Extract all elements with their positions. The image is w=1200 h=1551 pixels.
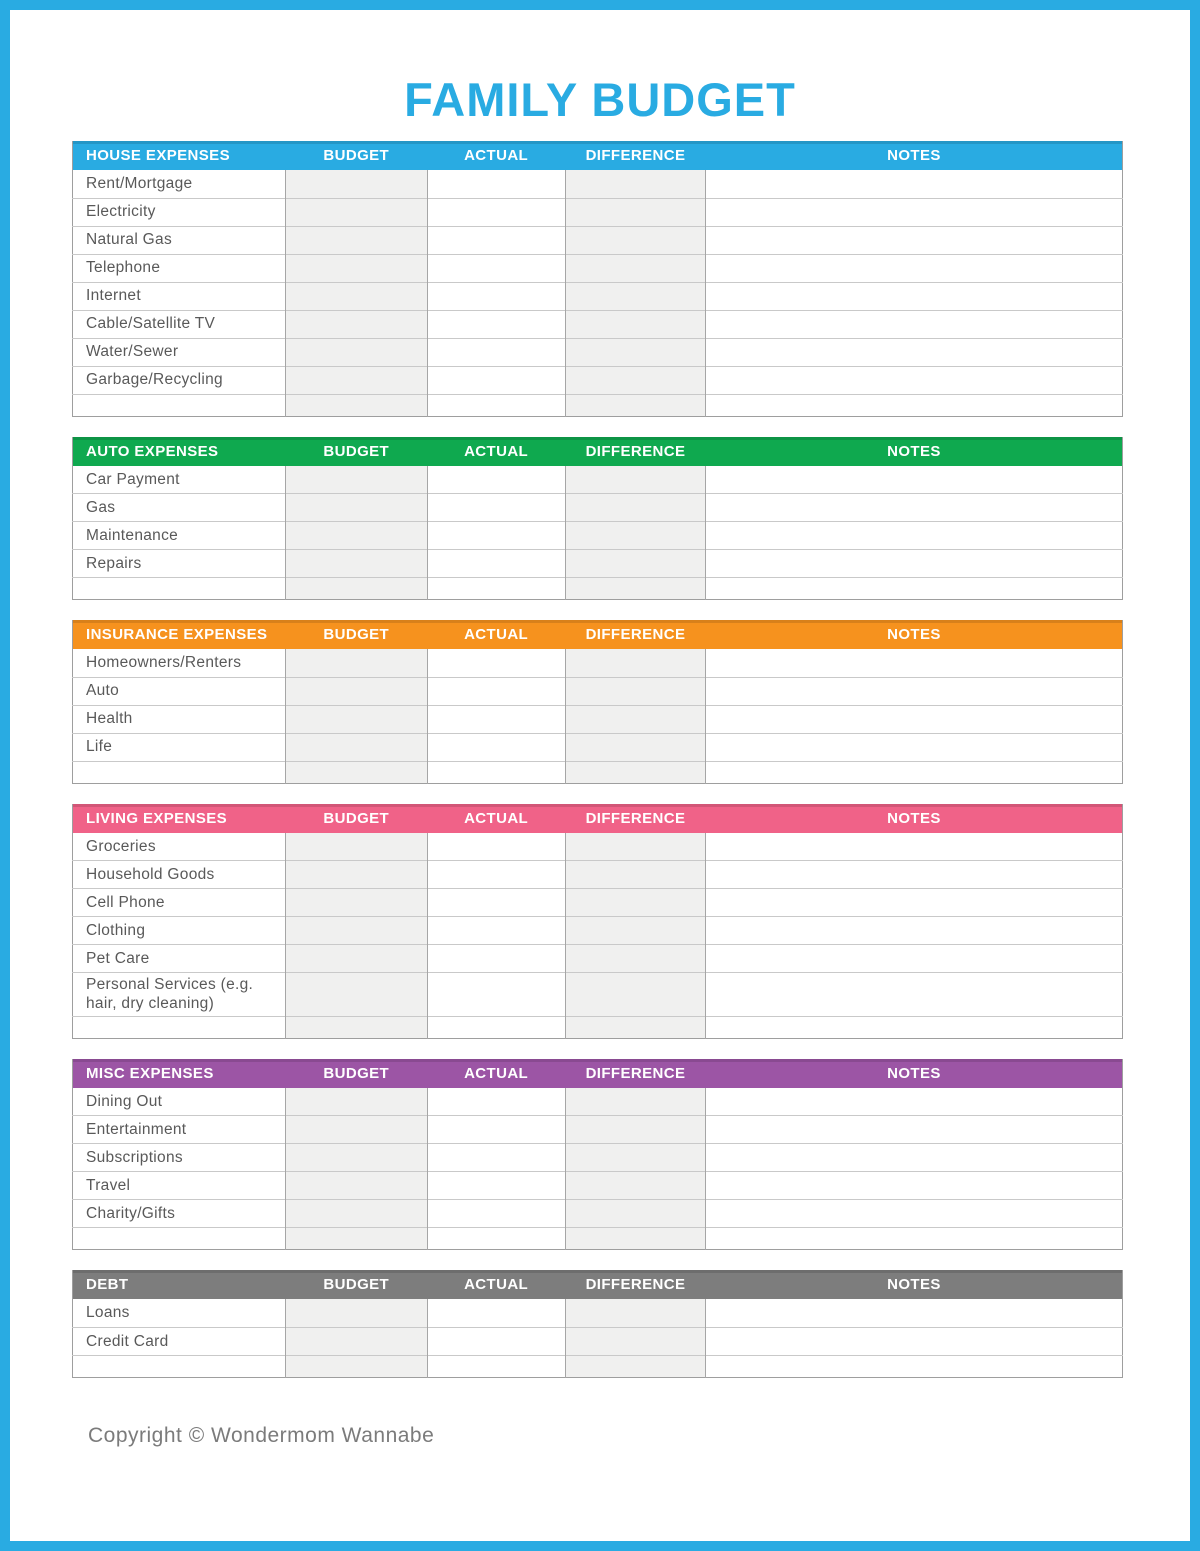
notes-cell bbox=[706, 1200, 1123, 1228]
budget-cell bbox=[285, 198, 427, 226]
column-header-difference: DIFFERENCE bbox=[565, 620, 706, 649]
budget-cell bbox=[285, 226, 427, 254]
section-header-row bbox=[73, 620, 1123, 649]
expense-label bbox=[73, 578, 286, 600]
difference-cell bbox=[565, 254, 706, 282]
expense-table bbox=[72, 804, 1123, 1039]
section-title: LIVING EXPENSES bbox=[73, 804, 286, 833]
section-title: DEBT bbox=[73, 1270, 286, 1299]
expense-label: Garbage/Recycling bbox=[73, 366, 286, 394]
notes-cell bbox=[706, 889, 1123, 917]
actual-cell bbox=[427, 1016, 565, 1038]
difference-cell bbox=[565, 338, 706, 366]
expense-label bbox=[73, 1228, 286, 1250]
section-header-row bbox=[73, 1059, 1123, 1088]
budget-cell bbox=[285, 1299, 427, 1327]
notes-cell bbox=[706, 1016, 1123, 1038]
sections-container bbox=[72, 141, 1123, 1378]
expense-label: Homeowners/Renters bbox=[86, 654, 242, 672]
notes-cell bbox=[706, 170, 1123, 198]
budget-cell bbox=[285, 578, 427, 600]
page-title: FAMILY BUDGET bbox=[404, 73, 796, 126]
column-header-notes: NOTES bbox=[706, 620, 1123, 649]
expense-table bbox=[72, 141, 1123, 417]
column-header-difference: DIFFERENCE bbox=[565, 804, 706, 833]
actual-cell bbox=[427, 1355, 565, 1377]
notes-cell bbox=[706, 494, 1123, 522]
difference-cell bbox=[565, 366, 706, 394]
expense-label: Water/Sewer bbox=[73, 338, 286, 366]
notes-cell bbox=[706, 945, 1123, 973]
budget-cell bbox=[285, 338, 427, 366]
actual-cell bbox=[427, 1228, 565, 1250]
expense-row bbox=[73, 466, 1123, 494]
expense-label bbox=[73, 761, 286, 783]
notes-cell bbox=[706, 310, 1123, 338]
expense-label: Repairs bbox=[73, 550, 286, 578]
budget-cell bbox=[285, 1200, 427, 1228]
difference-cell bbox=[565, 226, 706, 254]
expense-row bbox=[73, 522, 1123, 550]
section-debt bbox=[72, 1270, 1123, 1378]
difference-cell bbox=[565, 1088, 706, 1116]
notes-cell bbox=[706, 705, 1123, 733]
expense-label: Subscriptions bbox=[73, 1144, 286, 1172]
empty-row bbox=[73, 1016, 1123, 1038]
difference-cell bbox=[565, 1228, 706, 1250]
expense-label: Telephone bbox=[73, 254, 286, 282]
expense-label bbox=[73, 1355, 286, 1377]
expense-table bbox=[72, 1059, 1123, 1251]
expense-row bbox=[73, 310, 1123, 338]
expense-label bbox=[73, 394, 286, 416]
column-header-actual: ACTUAL bbox=[427, 141, 565, 170]
column-header-budget: BUDGET bbox=[285, 804, 427, 833]
empty-row bbox=[73, 1228, 1123, 1250]
difference-cell bbox=[565, 1355, 706, 1377]
column-header-actual: ACTUAL bbox=[427, 620, 565, 649]
expense-row bbox=[73, 973, 1123, 1017]
expense-label: Groceries bbox=[86, 837, 156, 855]
copyright-text: Copyright © Wondermom Wannabe bbox=[88, 1423, 435, 1447]
expense-row bbox=[73, 170, 1123, 198]
budget-cell bbox=[285, 1016, 427, 1038]
difference-cell bbox=[565, 394, 706, 416]
expense-label: Electricity bbox=[73, 198, 286, 226]
difference-cell bbox=[565, 1327, 706, 1355]
actual-cell bbox=[427, 578, 565, 600]
budget-cell bbox=[285, 973, 427, 1017]
expense-label bbox=[73, 1016, 286, 1038]
difference-cell bbox=[565, 1144, 706, 1172]
actual-cell bbox=[427, 1172, 565, 1200]
budget-cell bbox=[285, 254, 427, 282]
expense-row bbox=[73, 1327, 1123, 1355]
budget-cell bbox=[285, 917, 427, 945]
expense-row bbox=[73, 733, 1123, 761]
expense-row bbox=[73, 1299, 1123, 1327]
notes-cell bbox=[706, 1172, 1123, 1200]
expense-label: Cable/Satellite TV bbox=[73, 310, 286, 338]
difference-cell bbox=[565, 1200, 706, 1228]
actual-cell bbox=[427, 973, 565, 1017]
actual-cell bbox=[427, 226, 565, 254]
section-house-expenses bbox=[72, 141, 1123, 417]
notes-cell bbox=[706, 198, 1123, 226]
notes-cell bbox=[706, 733, 1123, 761]
column-header-difference: DIFFERENCE bbox=[565, 141, 706, 170]
budget-cell bbox=[285, 310, 427, 338]
section-header-row bbox=[73, 804, 1123, 833]
column-header-difference: DIFFERENCE bbox=[565, 437, 706, 466]
actual-cell bbox=[427, 677, 565, 705]
expense-row bbox=[73, 1144, 1123, 1172]
expense-label: Rent/Mortgage bbox=[86, 175, 193, 193]
expense-label: Auto bbox=[73, 677, 286, 705]
budget-cell bbox=[285, 1144, 427, 1172]
actual-cell bbox=[427, 494, 565, 522]
difference-cell bbox=[565, 522, 706, 550]
difference-cell bbox=[565, 889, 706, 917]
actual-cell bbox=[427, 466, 565, 494]
difference-cell bbox=[565, 833, 706, 861]
actual-cell bbox=[427, 282, 565, 310]
column-header-actual: ACTUAL bbox=[427, 1059, 565, 1088]
difference-cell bbox=[565, 917, 706, 945]
expense-row bbox=[73, 226, 1123, 254]
notes-cell bbox=[706, 1299, 1123, 1327]
difference-cell bbox=[565, 310, 706, 338]
section-living-expenses bbox=[72, 804, 1123, 1039]
budget-cell bbox=[285, 522, 427, 550]
budget-cell bbox=[285, 833, 427, 861]
expense-label: Natural Gas bbox=[73, 226, 286, 254]
budget-cell bbox=[285, 1327, 427, 1355]
difference-cell bbox=[565, 1172, 706, 1200]
expense-row bbox=[73, 945, 1123, 973]
actual-cell bbox=[427, 254, 565, 282]
column-header-budget: BUDGET bbox=[285, 141, 427, 170]
difference-cell bbox=[565, 861, 706, 889]
actual-cell bbox=[427, 833, 565, 861]
difference-cell bbox=[565, 466, 706, 494]
column-header-notes: NOTES bbox=[706, 1059, 1123, 1088]
notes-cell bbox=[706, 761, 1123, 783]
notes-cell bbox=[706, 522, 1123, 550]
budget-cell bbox=[285, 761, 427, 783]
actual-cell bbox=[427, 861, 565, 889]
empty-row bbox=[73, 578, 1123, 600]
column-header-budget: BUDGET bbox=[285, 1059, 427, 1088]
expense-row bbox=[73, 705, 1123, 733]
expense-row bbox=[73, 338, 1123, 366]
actual-cell bbox=[427, 945, 565, 973]
expense-row bbox=[73, 1172, 1123, 1200]
actual-cell bbox=[427, 310, 565, 338]
expense-label: Loans bbox=[86, 1304, 130, 1322]
empty-row bbox=[73, 1355, 1123, 1377]
expense-row bbox=[73, 1088, 1123, 1116]
expense-label: Internet bbox=[73, 282, 286, 310]
notes-cell bbox=[706, 833, 1123, 861]
expense-row bbox=[73, 494, 1123, 522]
notes-cell bbox=[706, 1144, 1123, 1172]
actual-cell bbox=[427, 1088, 565, 1116]
expense-table bbox=[72, 620, 1123, 784]
section-title: INSURANCE EXPENSES bbox=[73, 620, 286, 649]
actual-cell bbox=[427, 522, 565, 550]
actual-cell bbox=[427, 1327, 565, 1355]
expense-row bbox=[73, 198, 1123, 226]
difference-cell bbox=[565, 945, 706, 973]
notes-cell bbox=[706, 1355, 1123, 1377]
notes-cell bbox=[706, 677, 1123, 705]
actual-cell bbox=[427, 733, 565, 761]
expense-row bbox=[73, 677, 1123, 705]
actual-cell bbox=[427, 550, 565, 578]
difference-cell bbox=[565, 1116, 706, 1144]
expense-row bbox=[73, 254, 1123, 282]
notes-cell bbox=[706, 1116, 1123, 1144]
budget-cell bbox=[285, 861, 427, 889]
difference-cell bbox=[565, 282, 706, 310]
actual-cell bbox=[427, 649, 565, 677]
column-header-actual: ACTUAL bbox=[427, 804, 565, 833]
actual-cell bbox=[427, 366, 565, 394]
expense-row bbox=[73, 550, 1123, 578]
actual-cell bbox=[427, 1116, 565, 1144]
budget-cell bbox=[285, 1228, 427, 1250]
notes-cell bbox=[706, 917, 1123, 945]
actual-cell bbox=[427, 889, 565, 917]
expense-table bbox=[72, 1270, 1123, 1378]
actual-cell bbox=[427, 705, 565, 733]
difference-cell bbox=[565, 649, 706, 677]
difference-cell bbox=[565, 761, 706, 783]
budget-cell bbox=[285, 550, 427, 578]
expense-label: Cell Phone bbox=[73, 889, 286, 917]
budget-cell bbox=[285, 889, 427, 917]
section-header-row bbox=[73, 141, 1123, 170]
budget-cell bbox=[285, 1172, 427, 1200]
notes-cell bbox=[706, 1327, 1123, 1355]
column-header-actual: ACTUAL bbox=[427, 437, 565, 466]
expense-row bbox=[73, 889, 1123, 917]
notes-cell bbox=[706, 466, 1123, 494]
expense-label: Travel bbox=[73, 1172, 286, 1200]
difference-cell bbox=[565, 705, 706, 733]
actual-cell bbox=[427, 198, 565, 226]
expense-label: Clothing bbox=[73, 917, 286, 945]
actual-cell bbox=[427, 1144, 565, 1172]
budget-cell bbox=[285, 170, 427, 198]
difference-cell bbox=[565, 578, 706, 600]
section-title: HOUSE EXPENSES bbox=[73, 141, 286, 170]
expense-row bbox=[73, 282, 1123, 310]
section-header-row bbox=[73, 437, 1123, 466]
notes-cell bbox=[706, 973, 1123, 1017]
expense-label: Life bbox=[73, 733, 286, 761]
budget-cell bbox=[285, 366, 427, 394]
expense-row bbox=[73, 833, 1123, 861]
column-header-difference: DIFFERENCE bbox=[565, 1270, 706, 1299]
budget-cell bbox=[285, 733, 427, 761]
expense-row bbox=[73, 861, 1123, 889]
budget-cell bbox=[285, 1355, 427, 1377]
difference-cell bbox=[565, 550, 706, 578]
expense-table bbox=[72, 437, 1123, 601]
expense-label: Household Goods bbox=[73, 861, 286, 889]
budget-cell bbox=[285, 282, 427, 310]
budget-cell bbox=[285, 394, 427, 416]
budget-cell bbox=[285, 494, 427, 522]
difference-cell bbox=[565, 1016, 706, 1038]
actual-cell bbox=[427, 394, 565, 416]
expense-row bbox=[73, 1200, 1123, 1228]
difference-cell bbox=[565, 170, 706, 198]
notes-cell bbox=[706, 1228, 1123, 1250]
budget-cell bbox=[285, 1116, 427, 1144]
actual-cell bbox=[427, 1200, 565, 1228]
notes-cell bbox=[706, 578, 1123, 600]
notes-cell bbox=[706, 649, 1123, 677]
section-title: MISC EXPENSES bbox=[73, 1059, 286, 1088]
actual-cell bbox=[427, 1299, 565, 1327]
column-header-actual: ACTUAL bbox=[427, 1270, 565, 1299]
section-auto-expenses bbox=[72, 437, 1123, 601]
expense-row bbox=[73, 917, 1123, 945]
column-header-notes: NOTES bbox=[706, 437, 1123, 466]
actual-cell bbox=[427, 338, 565, 366]
notes-cell bbox=[706, 338, 1123, 366]
expense-label: Gas bbox=[73, 494, 286, 522]
section-title: AUTO EXPENSES bbox=[73, 437, 286, 466]
column-header-budget: BUDGET bbox=[285, 620, 427, 649]
expense-row bbox=[73, 366, 1123, 394]
actual-cell bbox=[427, 917, 565, 945]
notes-cell bbox=[706, 366, 1123, 394]
expense-row bbox=[73, 1116, 1123, 1144]
difference-cell bbox=[565, 973, 706, 1017]
budget-cell bbox=[285, 677, 427, 705]
expense-label: Maintenance bbox=[73, 522, 286, 550]
difference-cell bbox=[565, 198, 706, 226]
expense-label: Entertainment bbox=[73, 1116, 286, 1144]
difference-cell bbox=[565, 677, 706, 705]
expense-label: Personal Services (e.g. hair, dry cleaning) bbox=[73, 973, 286, 1017]
difference-cell bbox=[565, 733, 706, 761]
section-header-row bbox=[73, 1270, 1123, 1299]
expense-label: Credit Card bbox=[73, 1327, 286, 1355]
section-insurance-expenses bbox=[72, 620, 1123, 784]
notes-cell bbox=[706, 282, 1123, 310]
notes-cell bbox=[706, 1088, 1123, 1116]
empty-row bbox=[73, 394, 1123, 416]
column-header-budget: BUDGET bbox=[285, 1270, 427, 1299]
notes-cell bbox=[706, 861, 1123, 889]
difference-cell bbox=[565, 494, 706, 522]
expense-label: Dining Out bbox=[86, 1092, 163, 1110]
budget-cell bbox=[285, 705, 427, 733]
budget-cell bbox=[285, 1088, 427, 1116]
actual-cell bbox=[427, 761, 565, 783]
column-header-budget: BUDGET bbox=[285, 437, 427, 466]
column-header-notes: NOTES bbox=[706, 1270, 1123, 1299]
notes-cell bbox=[706, 550, 1123, 578]
notes-cell bbox=[706, 226, 1123, 254]
empty-row bbox=[73, 761, 1123, 783]
expense-label: Health bbox=[73, 705, 286, 733]
column-header-difference: DIFFERENCE bbox=[565, 1059, 706, 1088]
difference-cell bbox=[565, 1299, 706, 1327]
notes-cell bbox=[706, 254, 1123, 282]
expense-label: Car Payment bbox=[86, 470, 180, 488]
budget-cell bbox=[285, 649, 427, 677]
actual-cell bbox=[427, 170, 565, 198]
column-header-notes: NOTES bbox=[706, 804, 1123, 833]
expense-label: Pet Care bbox=[73, 945, 286, 973]
expense-row bbox=[73, 649, 1123, 677]
section-misc-expenses bbox=[72, 1059, 1123, 1251]
budget-cell bbox=[285, 466, 427, 494]
column-header-notes: NOTES bbox=[706, 141, 1123, 170]
expense-label: Charity/Gifts bbox=[73, 1200, 286, 1228]
budget-cell bbox=[285, 945, 427, 973]
notes-cell bbox=[706, 394, 1123, 416]
